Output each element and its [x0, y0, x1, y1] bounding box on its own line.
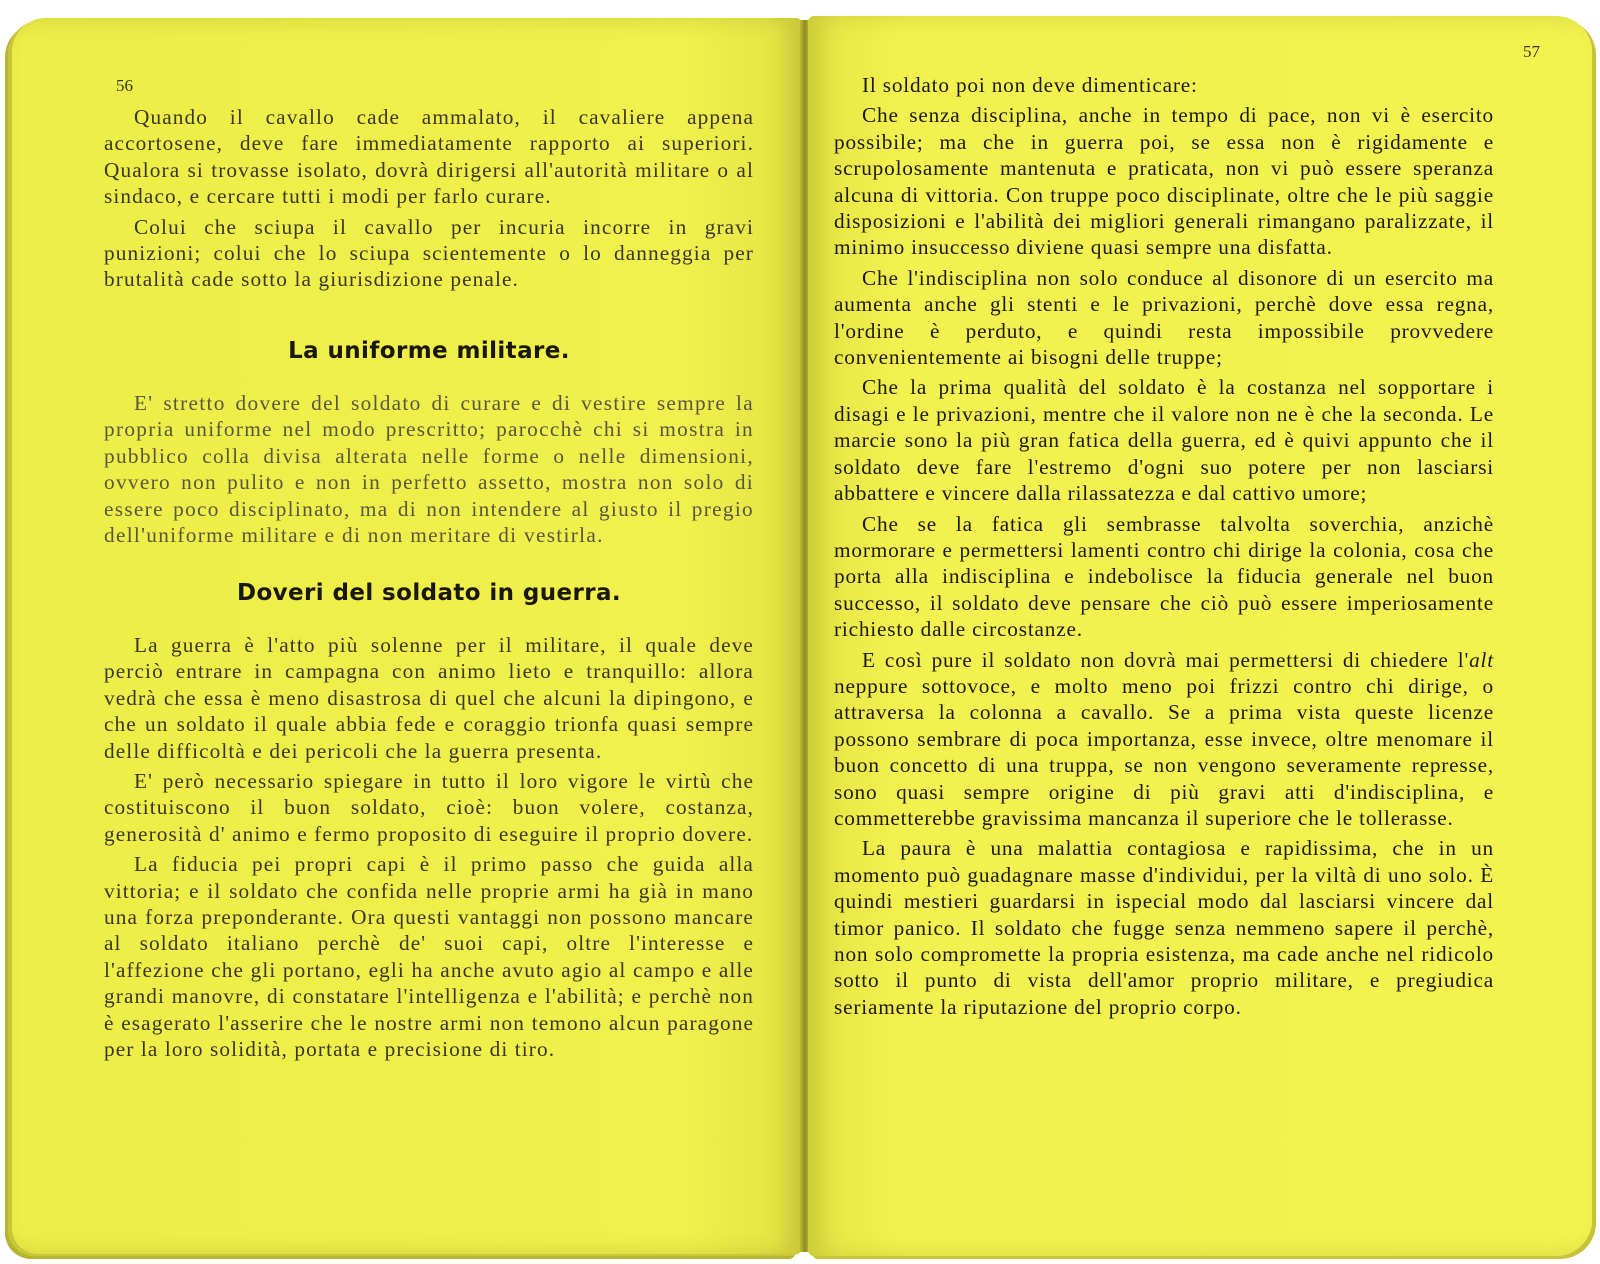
paragraph-rest: neppure sottovoce, e molto meno poi frizzi contro chi dirige, o attraversa la colonna a cavallo. Se a prima vista queste licenze possono sembrare di poca importanza, esse invece, oltre menomare il buon concetto di una truppa, se non vengono severamente represse, sono quasi sempre origine di più gravi atti d'indisciplina, e commetterebbe gravissima mancanza il superiore che le tollerasse.	[834, 673, 1494, 830]
paragraph: Che senza disciplina, anche in tempo di pace, non vi è esercito possibile; ma che in guerra poi, se essa non è rigidamente e scrupolosamente mantenuta e praticata, non vi può essere speranza alcuna di vittoria. Con truppe poco disciplinate, oltre che le più saggie disposizioni e l'abilità dei migliori generali rimangano paralizzate, il minimo insuccesso diviene quasi sempre una disfatta.	[834, 103, 1494, 260]
page-number-right: 57	[1523, 42, 1540, 61]
heading-war-duties: Doveri del soldato in guerra.	[236, 580, 622, 606]
paragraph: E' stretto dovere del soldato di curare e di vestire sempre la propria uniforme nel modo prescritto; parocchè chi si mostra in pubblico colla divisa alterata nelle forme o nelle dimensioni, ovvero non pulito e non in perfetto assetto, mostra non solo di essere poco disciplinato, ma di non intendere al giusto il pregio dell'uniforme militare e di non meritare di vestirla.	[104, 391, 754, 548]
paragraph-start: E così pure il soldato non dovrà mai permettersi di chiedere l'	[862, 647, 1470, 672]
italic-term: alt	[1469, 647, 1494, 672]
paragraph: La paura è una malattia contagiosa e rapidissima, che in un momento può guadagnare masse d'individui, per la viltà di uno solo. È quindi mestieri guardarsi in ispecial modo dal lasciarsi vincere dal timor panico. Il soldato che fugge senza nemmeno sapere il perchè, non solo compromette la propria esistenza, ma cade anche nel ridicolo sotto il punto di vista dell'amor proprio militare, e pregiudica seriamente la riputazione del proprio corpo.	[834, 836, 1494, 1019]
section-discipline	[834, 72, 1494, 1024]
section-uniform	[104, 390, 754, 552]
paragraph: La guerra è l'atto più solenne per il militare, il quale deve perciò entrare in campagna con animo lieto e tranquillo: allora vedrà che essa è meno disastrosa di quel che alcuni la dipingono, e che un soldato il quale abbia fede e coraggio trionfa quasi sempre delle difficoltà e dei pericoli che la guerra presenta.	[104, 633, 754, 763]
paragraph: La fiducia pei propri capi è il primo passo che guida alla vittoria; e il soldato che confida nelle proprie armi ha già in mano una forza preponderante. Ora questi vantaggi non possono mancare al soldato italiano perchè de' suoi capi, oltre l'interesse e l'affezione che gli portano, egli ha anche avuto agio al campo e alle grandi manovre, di constatare l'intelligenza e l'abilità; e perchè non è esagerato l'asserire che le nostre armi non temono alcun paragone per la loro solidità, portata e precisione di tiro.	[104, 852, 754, 1062]
section-horse-care	[104, 104, 754, 297]
paragraph	[834, 647, 1494, 832]
section-war-duties	[104, 632, 754, 1067]
paragraph: Quando il cavallo cade ammalato, il cavaliere appena accortosene, deve fare immediatamente rapporto ai superiori. Qualora si trovasse isolato, dovrà dirigersi all'autorità militare o al sindaco, e cercare tutti i modi per farlo curare.	[104, 105, 754, 209]
paragraph: Il soldato poi non deve dimenticare:	[862, 73, 1198, 97]
paragraph: Che se la fatica gli sembrasse talvolta soverchia, anzichè mormorare e permettersi lamenti contro chi dirige la colonia, cosa che porta alla indisciplina e indebolisce la fiducia generale nel buon successo, il soldato deve pensare che ciò può essere imperiosamente richiesto dalle circostanze.	[834, 511, 1494, 642]
page-number-left: 56	[116, 76, 133, 95]
paragraph: E' però necessario spiegare in tutto il loro vigore le virtù che costituiscono il buon soldato, cioè: buon volere, costanza, generosità d' animo e fermo proposito di eseguire il proprio dovere.	[104, 769, 754, 846]
paragraph: Che la prima qualità del soldato è la costanza nel sopportare i disagi e le privazioni, mentre che il valore non ne è che la seconda. Le marcie sono la più gran fatica della guerra, ed è quivi appunto che il soldato deve fare l'estremo d'ogni suo potere per non lasciarsi abbattere e vincere dalla rilassatezza e dal cattivo umore;	[834, 375, 1494, 506]
paragraph: Colui che sciupa il cavallo per incuria incorre in gravi punizioni; colui che lo sciupa scientemente o lo danneggia per brutalità cade sotto la giurisdizione penale.	[104, 214, 754, 292]
right-page	[808, 16, 1592, 1256]
paragraph: Che l'indisciplina non solo conduce al disonore di un esercito ma aumenta anche gli stenti e le privazioni, perchè dove essa regna, l'ordine è perduto, e quindi resta impossibile provvedere convenientemente ai bisogni delle truppe;	[834, 265, 1494, 370]
heading-uniform: La uniforme militare.	[288, 338, 570, 364]
left-page	[12, 18, 802, 1254]
